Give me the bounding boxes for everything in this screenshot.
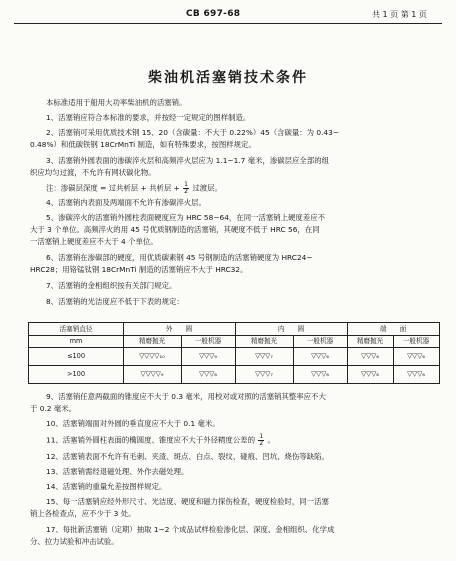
header-outer: 外 圆 — [165, 325, 193, 333]
table-row-diameter: ≤100 — [66, 352, 86, 360]
fraction-numerator: 1 — [259, 433, 264, 440]
table-cell: ▽▽▽₆ — [361, 370, 379, 378]
table-cell: ▽▽▽▽₉ — [140, 370, 164, 378]
clause-7: 7、活塞销的金相组织按有关部门规定。 — [46, 281, 177, 290]
clause-17-cont: 分、拉力试验和冲击试验。 — [30, 537, 119, 546]
table-cell: ▽▽▽₇ — [255, 352, 273, 360]
table-cell: ▽▽▽▽₁₀ — [139, 352, 165, 360]
clause-9-cont: 于 0.2 毫米。 — [30, 404, 77, 413]
table-cell: ▽▽▽₆ — [311, 370, 329, 378]
clause-17: 17、每批新活塞销（定期）抽取 1~2 个成品试样检验渗化层、深度、金相组织、化学成 — [46, 525, 335, 534]
header-diameter: 活塞销直径 — [59, 325, 93, 333]
header-ends: 端 面 — [379, 325, 407, 333]
clause-3-cont: 织应均匀过渡，不允许有网状碳化物。 — [30, 168, 156, 177]
finish-table — [28, 322, 440, 384]
sub-other: 一般机器 — [402, 337, 430, 345]
table-cell: ▽▽▽₇ — [255, 370, 273, 378]
clause-3-note-text: 注：渗碳层深度 = 过共析层 + 共析层 + — [46, 183, 180, 193]
clause-9: 9、活塞销任意两截面的锥度应不大于 0.3 毫米，用校对或对照的活塞销其整率应不大 — [46, 392, 326, 401]
clause-3: 3、活塞销外圆表面的渗碳淬火层和高频淬火层应为 1.1~1.7 毫米，渗碳层应全部的组 — [46, 156, 329, 165]
table-cell: ▽▽▽₆ — [407, 352, 425, 360]
clause-5-cont: 大于 3 个单位。高频淬火的用 45 号优质钢制造的活塞销，其硬度不低于 HRC 56，在同 — [30, 225, 320, 234]
header-inner: 内 圆 — [277, 325, 305, 333]
table-rule — [29, 365, 439, 366]
clause-3-note — [46, 182, 222, 195]
clause-11-text: 11、活塞销外圆柱表面的椭圆度、锥度应不大于外径精度公差的 — [46, 435, 255, 445]
clause-5-cont2: 一活塞销上硬度差应不大于 4 个单位。 — [30, 237, 158, 246]
clause-10: 10、活塞销端面对外圆的垂直度应不大于 0.1 毫米。 — [46, 419, 220, 428]
clause-6: 6、活塞销在渗碳部的硬度，用优质碳素钢 45 号钢制造的活塞销硬度为 HRC24~ — [46, 253, 313, 262]
clause-11-end: 。 — [267, 435, 275, 445]
page-info: 共 1 页 第 1 页 — [372, 10, 427, 19]
clause-6-cont: HRC28；用铬锰钛钢 18CrMnTi 制造的活塞销应不大于 HRC32。 — [30, 265, 248, 274]
header-unit: mm — [69, 337, 83, 345]
sub-precise: 精磨抛光 — [250, 337, 278, 345]
table-cell: ▽▽▽₆ — [407, 370, 425, 378]
sub-precise: 精磨抛光 — [356, 337, 384, 345]
table-cell: ▽▽▽₆ — [311, 352, 329, 360]
clause-15: 15、每一活塞销应经外形尺寸、光洁度、硬度和磁力探伤检查，硬度检验时，同一活塞 — [46, 497, 329, 506]
fraction-denominator: 2 — [184, 188, 188, 195]
fraction — [258, 434, 264, 447]
fraction-numerator: 1 — [184, 181, 188, 188]
clause-2: 2、活塞销可采用优质技术钢 15、20（含碳量：不大于 0.22%）45（含碳量：为 0.43~ — [46, 128, 340, 137]
clause-13: 13、活塞销需经退磁处理、外作去磁处理。 — [46, 467, 189, 476]
clause-1: 1、活塞销应符合本标准的要求，并按经一定规定的图样制造。 — [46, 113, 251, 122]
document-title: 柴油机活塞销技术条件 — [148, 70, 308, 86]
table-row-diameter: >100 — [66, 370, 86, 378]
clause-2-cont: 0.48%）和低碳铁钢 18CrMnTi 制造，如有特殊要求，按图样规定。 — [30, 140, 256, 149]
clause-4: 4、活塞销内表面及两端面不允许有渗碳淬火层。 — [46, 198, 206, 207]
fraction-denominator: 2 — [259, 440, 264, 447]
table-cell: ▽▽▽₈ — [199, 370, 217, 378]
table-cell: ▽▽▽₆ — [361, 352, 379, 360]
table-cell: ▽▽▽₉ — [199, 352, 217, 360]
clause-12: 12、活塞销表面不允许有毛刺、夹渣、斑点、白点、裂纹、碰痕、凹坑、烧伤等缺陷。 — [46, 452, 329, 461]
clause-15-cont: 销上各检查点，应不少于 3 处。 — [30, 509, 136, 518]
clause-3-note-end: 过渡层。 — [192, 183, 222, 193]
sub-precise: 精磨抛光 — [138, 337, 166, 345]
header-rule — [14, 23, 442, 24]
sub-other: 一般机器 — [306, 337, 334, 345]
clause-5: 5、渗碳淬火的活塞销外圆柱表面硬度应为 HRC 58~64，在同一活塞销上硬度差应不 — [46, 213, 325, 222]
table-rule — [29, 347, 439, 348]
clause-11 — [46, 434, 275, 447]
sub-other: 一般机器 — [194, 337, 222, 345]
clause-8: 8、活塞销的光洁度应不低于下表的规定： — [46, 297, 184, 306]
standard-number: CB 697-68 — [186, 9, 241, 19]
clause-14: 14、活塞销的重量允差按图样规定。 — [46, 482, 167, 491]
intro-paragraph: 本标准适用于船用大功率柴油机的活塞销。 — [46, 98, 187, 107]
fraction — [183, 182, 189, 195]
